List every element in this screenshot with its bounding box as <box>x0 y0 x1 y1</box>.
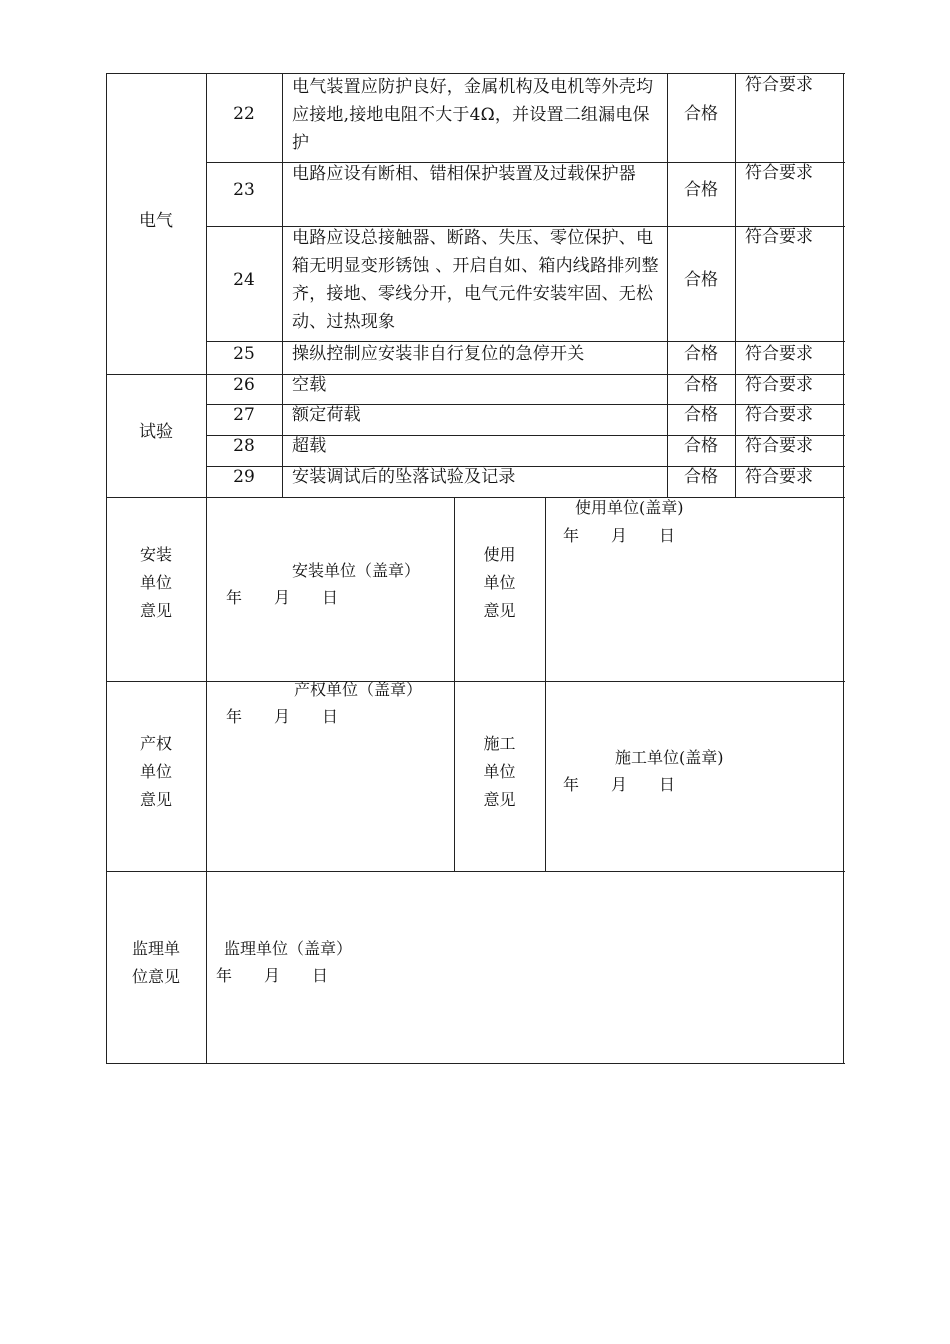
label-line: 意见 <box>483 790 516 809</box>
item-remark: 符合要求 <box>745 405 813 425</box>
item-result: 合格 <box>684 344 718 364</box>
opinion-content-divider <box>545 497 546 871</box>
install-date: 年 月 日 <box>226 588 339 607</box>
label-line: 产权 <box>139 734 172 753</box>
item-number: 26 <box>233 375 255 395</box>
label-line: 监理单 <box>131 939 180 958</box>
category-column-divider <box>206 73 207 1064</box>
item-result: 合格 <box>684 467 718 487</box>
item-result: 合格 <box>684 375 718 395</box>
item-remark: 符合要求 <box>745 75 813 95</box>
item-remark: 符合要求 <box>745 375 813 395</box>
use-opinion-label <box>454 541 545 625</box>
property-seal: 产权单位（盖章） <box>294 680 423 699</box>
table-right-border <box>843 73 844 1064</box>
item-result: 合格 <box>684 436 718 456</box>
item-number: 22 <box>233 104 255 124</box>
item-result: 合格 <box>684 180 718 200</box>
item-number: 24 <box>233 270 255 290</box>
label-line: 意见 <box>483 601 516 620</box>
item-number: 25 <box>233 344 255 364</box>
item-number: 27 <box>233 405 255 425</box>
item-description: 电路应设总接触器、断路、失压、零位保护、电箱无明显变形锈蚀 、开启自如、箱内线路排列整齐，接地、零线分开，电气元件安装牢固、无松动、过热现象 <box>292 228 659 332</box>
item-remark: 符合要求 <box>745 436 813 456</box>
item-result: 合格 <box>684 270 718 290</box>
label-line: 意见 <box>139 601 172 620</box>
item-description: 额定荷载 <box>292 405 361 425</box>
inspection-table <box>106 73 845 1065</box>
property-opinion-label <box>106 730 206 814</box>
use-date: 年 月 日 <box>563 526 676 545</box>
use-seal: 使用单位(盖章) <box>575 498 684 517</box>
label-line: 单位 <box>139 762 172 781</box>
item-remark: 符合要求 <box>745 163 813 183</box>
item-result: 合格 <box>684 104 718 124</box>
construction-opinion-label <box>454 730 545 814</box>
section-divider <box>106 497 845 498</box>
category-test: 试验 <box>139 422 173 442</box>
section-divider <box>106 681 845 682</box>
item-number: 28 <box>233 436 255 456</box>
item-number: 29 <box>233 467 255 487</box>
construction-seal: 施工单位(盖章) <box>615 748 724 767</box>
install-opinion-label <box>106 541 206 625</box>
label-line: 使用 <box>483 545 516 564</box>
label-line: 单位 <box>139 573 172 592</box>
category-electrical: 电气 <box>139 211 173 231</box>
table-bottom-border <box>106 1063 845 1064</box>
item-remark: 符合要求 <box>745 344 813 364</box>
number-column-divider <box>282 73 283 497</box>
item-description: 超载 <box>292 436 327 456</box>
item-description: 电气装置应防护良好，金属机构及电机等外壳均应接地,接地电阻不大于4Ω，并设置二组漏电保护 <box>292 77 654 153</box>
install-seal: 安装单位（盖章） <box>292 561 421 580</box>
label-line: 施工 <box>483 734 516 753</box>
item-remark: 符合要求 <box>745 227 813 247</box>
item-number: 23 <box>233 180 255 200</box>
item-description: 操纵控制应安装非自行复位的急停开关 <box>292 344 585 364</box>
item-description: 安装调试后的坠落试验及记录 <box>292 467 516 487</box>
label-line: 意见 <box>139 790 172 809</box>
label-line: 单位 <box>483 762 516 781</box>
property-date: 年 月 日 <box>226 707 339 726</box>
item-result: 合格 <box>684 405 718 425</box>
label-line: 安装 <box>139 545 172 564</box>
item-description: 电路应设有断相、错相保护装置及过载保护器 <box>292 164 636 184</box>
item-description: 空载 <box>292 375 327 395</box>
section-divider <box>106 871 845 872</box>
supervision-seal: 监理单位（盖章） <box>224 939 353 958</box>
supervision-date: 年 月 日 <box>216 966 329 985</box>
label-line: 单位 <box>483 573 516 592</box>
construction-date: 年 月 日 <box>563 775 676 794</box>
supervision-opinion-label <box>106 935 206 991</box>
item-remark: 符合要求 <box>745 467 813 487</box>
result-column-divider <box>735 73 736 497</box>
label-line: 位意见 <box>131 967 180 986</box>
